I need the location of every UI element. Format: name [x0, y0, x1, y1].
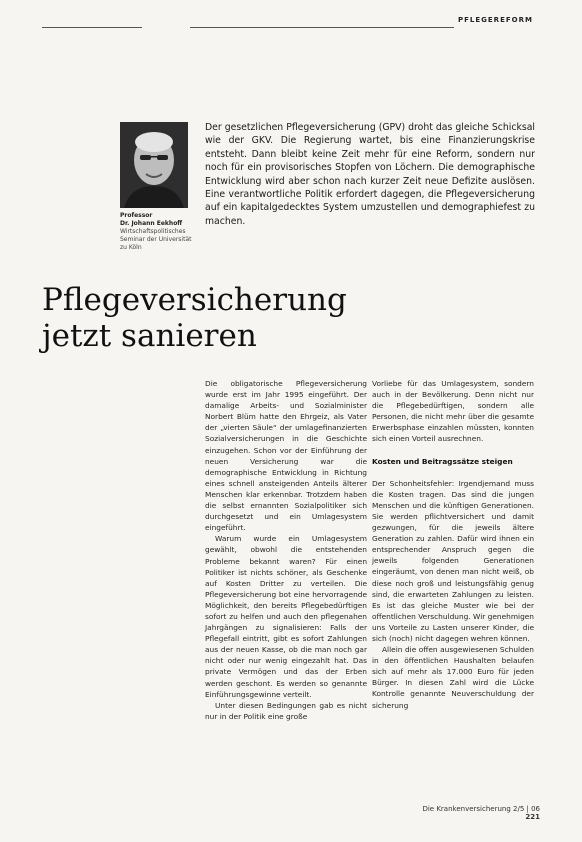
section-subheading: Kosten und Beitragssätze steigen: [372, 456, 513, 466]
author-affiliation: Wirtschaftspolitisches Seminar der Universität zu Köln: [120, 228, 192, 251]
body-column-left: [205, 378, 367, 722]
journal-reference: Die Krankenversicherung 2/5 | 06: [422, 805, 540, 813]
intro-paragraph: Der gesetzlichen Pflegeversicherung (GPV) droht das gleiche Schicksal wie der GKV. Die Regierung wartet, bis eine Finanzierungskrise entsteht. Dann bleibt keine Zeit mehr für eine Reform, sondern nur noch für ein provisorisches Stopfen von Löchern. Die demographische Entwicklung wird aber schon nach kurzer Zeit neue Defizite auslösen. Eine verantwortliche Politik erfordert dagegen, die Pflegeversicherung auf ein kapitalgedecktes System umzustellen und demographiefest zu machen.: [205, 122, 535, 227]
article-title: [42, 282, 462, 354]
header-rule-right: [190, 27, 454, 28]
body-paragraph: Der Schonheitsfehler: Irgendjemand muss die Kosten tragen. Das sind die jungen Menschen und die künftigen Generationen. Sie werden pflichtversichert und damit gezwungen, für die jeweils ältere Generation zu zahlen. Dafür wird ihnen ein entsprechender Anspruch gegen die jeweils folgenden Generationen eingeräumt, von denen man nicht weiß, ob diese noch groß und leistungsfähig genug sind, die erwarteten Zahlungen zu leisten. Es ist das gleiche Muster wie bei der offentlichen Verschuldung. Wir genehmigen uns Vorteile zu Lasten unserer Kinder, die sich (noch) nicht dagegen wehren können.: [372, 478, 534, 643]
article-title-line-1: Pflegeversicherung: [42, 282, 347, 318]
body-paragraph: Unter diesen Bedingungen gab es nicht nur in der Politik eine große: [205, 700, 367, 721]
page-footer: [400, 805, 540, 821]
body-paragraph: Warum wurde ein Umlagesystem gewählt, obwohl die entstehenden Probleme bekannt waren? Für einen Politiker ist nichts schöner, als Geschenke auf Kosten Dritter zu verteilen. Die Pflegeversicherung bot eine hervorragende Möglichkeit, den bereits Pflegebedürftigen sofort zu helfen und auch den pflegenahen Jahrgängen zu signalisieren: Falls der Pflegefall eintritt, gibt es sofort Zahlungen aus der neuen Kasse, ob die man noch gar nicht oder nur wenig eingezahlt hat. Das private Vermögen und das der Erben werden geschont. Es werden so genannte Einführungsgewinne verteilt.: [205, 534, 367, 699]
body-column-right: [372, 378, 534, 711]
section-label: PFLEGEREFORM: [458, 16, 533, 24]
page-number: 221: [525, 813, 540, 821]
article-title-line-2: jetzt sanieren: [42, 318, 257, 354]
body-paragraph: Die obligatorische Pflegeversicherung wurde erst im Jahr 1995 eingeführt. Der damalige Arbeits- und Sozialminister Norbert Blüm hatte den Ehrgeiz, als Vater der „vierten Säule“ der umlagefinanzierten Sozialversicherungen in die Geschichte einzugehen. Schon vor der Einführung der neuen Versicherung war die demographische Entwicklung in Richtung eines schnell ansteigenden Anteils älterer Menschen klar erkennbar. Trotzdem haben die selbst ernannten Sozialpolitiker sich durchgesetzt und ein Umlagesystem eingeführt.: [205, 379, 367, 533]
author-photo: [120, 122, 188, 208]
author-title: Professor: [120, 212, 153, 219]
body-paragraph: Allein die offen ausgewiesenen Schulden in den öffentlichen Haushalten belaufen sich auf mehr als 17.000 Euro für jeden Bürger. In diesen Zahl wird die Lücke Kontrolle genannte Neuverschuldung der sicherung: [372, 645, 534, 710]
header-rule-left: [42, 27, 142, 28]
body-paragraph: Vorliebe für das Umlagesystem, sondern auch in der Bevölkerung. Denn nicht nur die Pflegebedürftigen, sondern alle Personen, die nicht mehr über die gesamte Erwerbsphase einzahlen müssten, konnten sich einen Vorteil ausrechnen.: [372, 379, 534, 444]
author-caption: [120, 212, 200, 252]
author-name: Dr. Johann Eekhoff: [120, 220, 183, 227]
